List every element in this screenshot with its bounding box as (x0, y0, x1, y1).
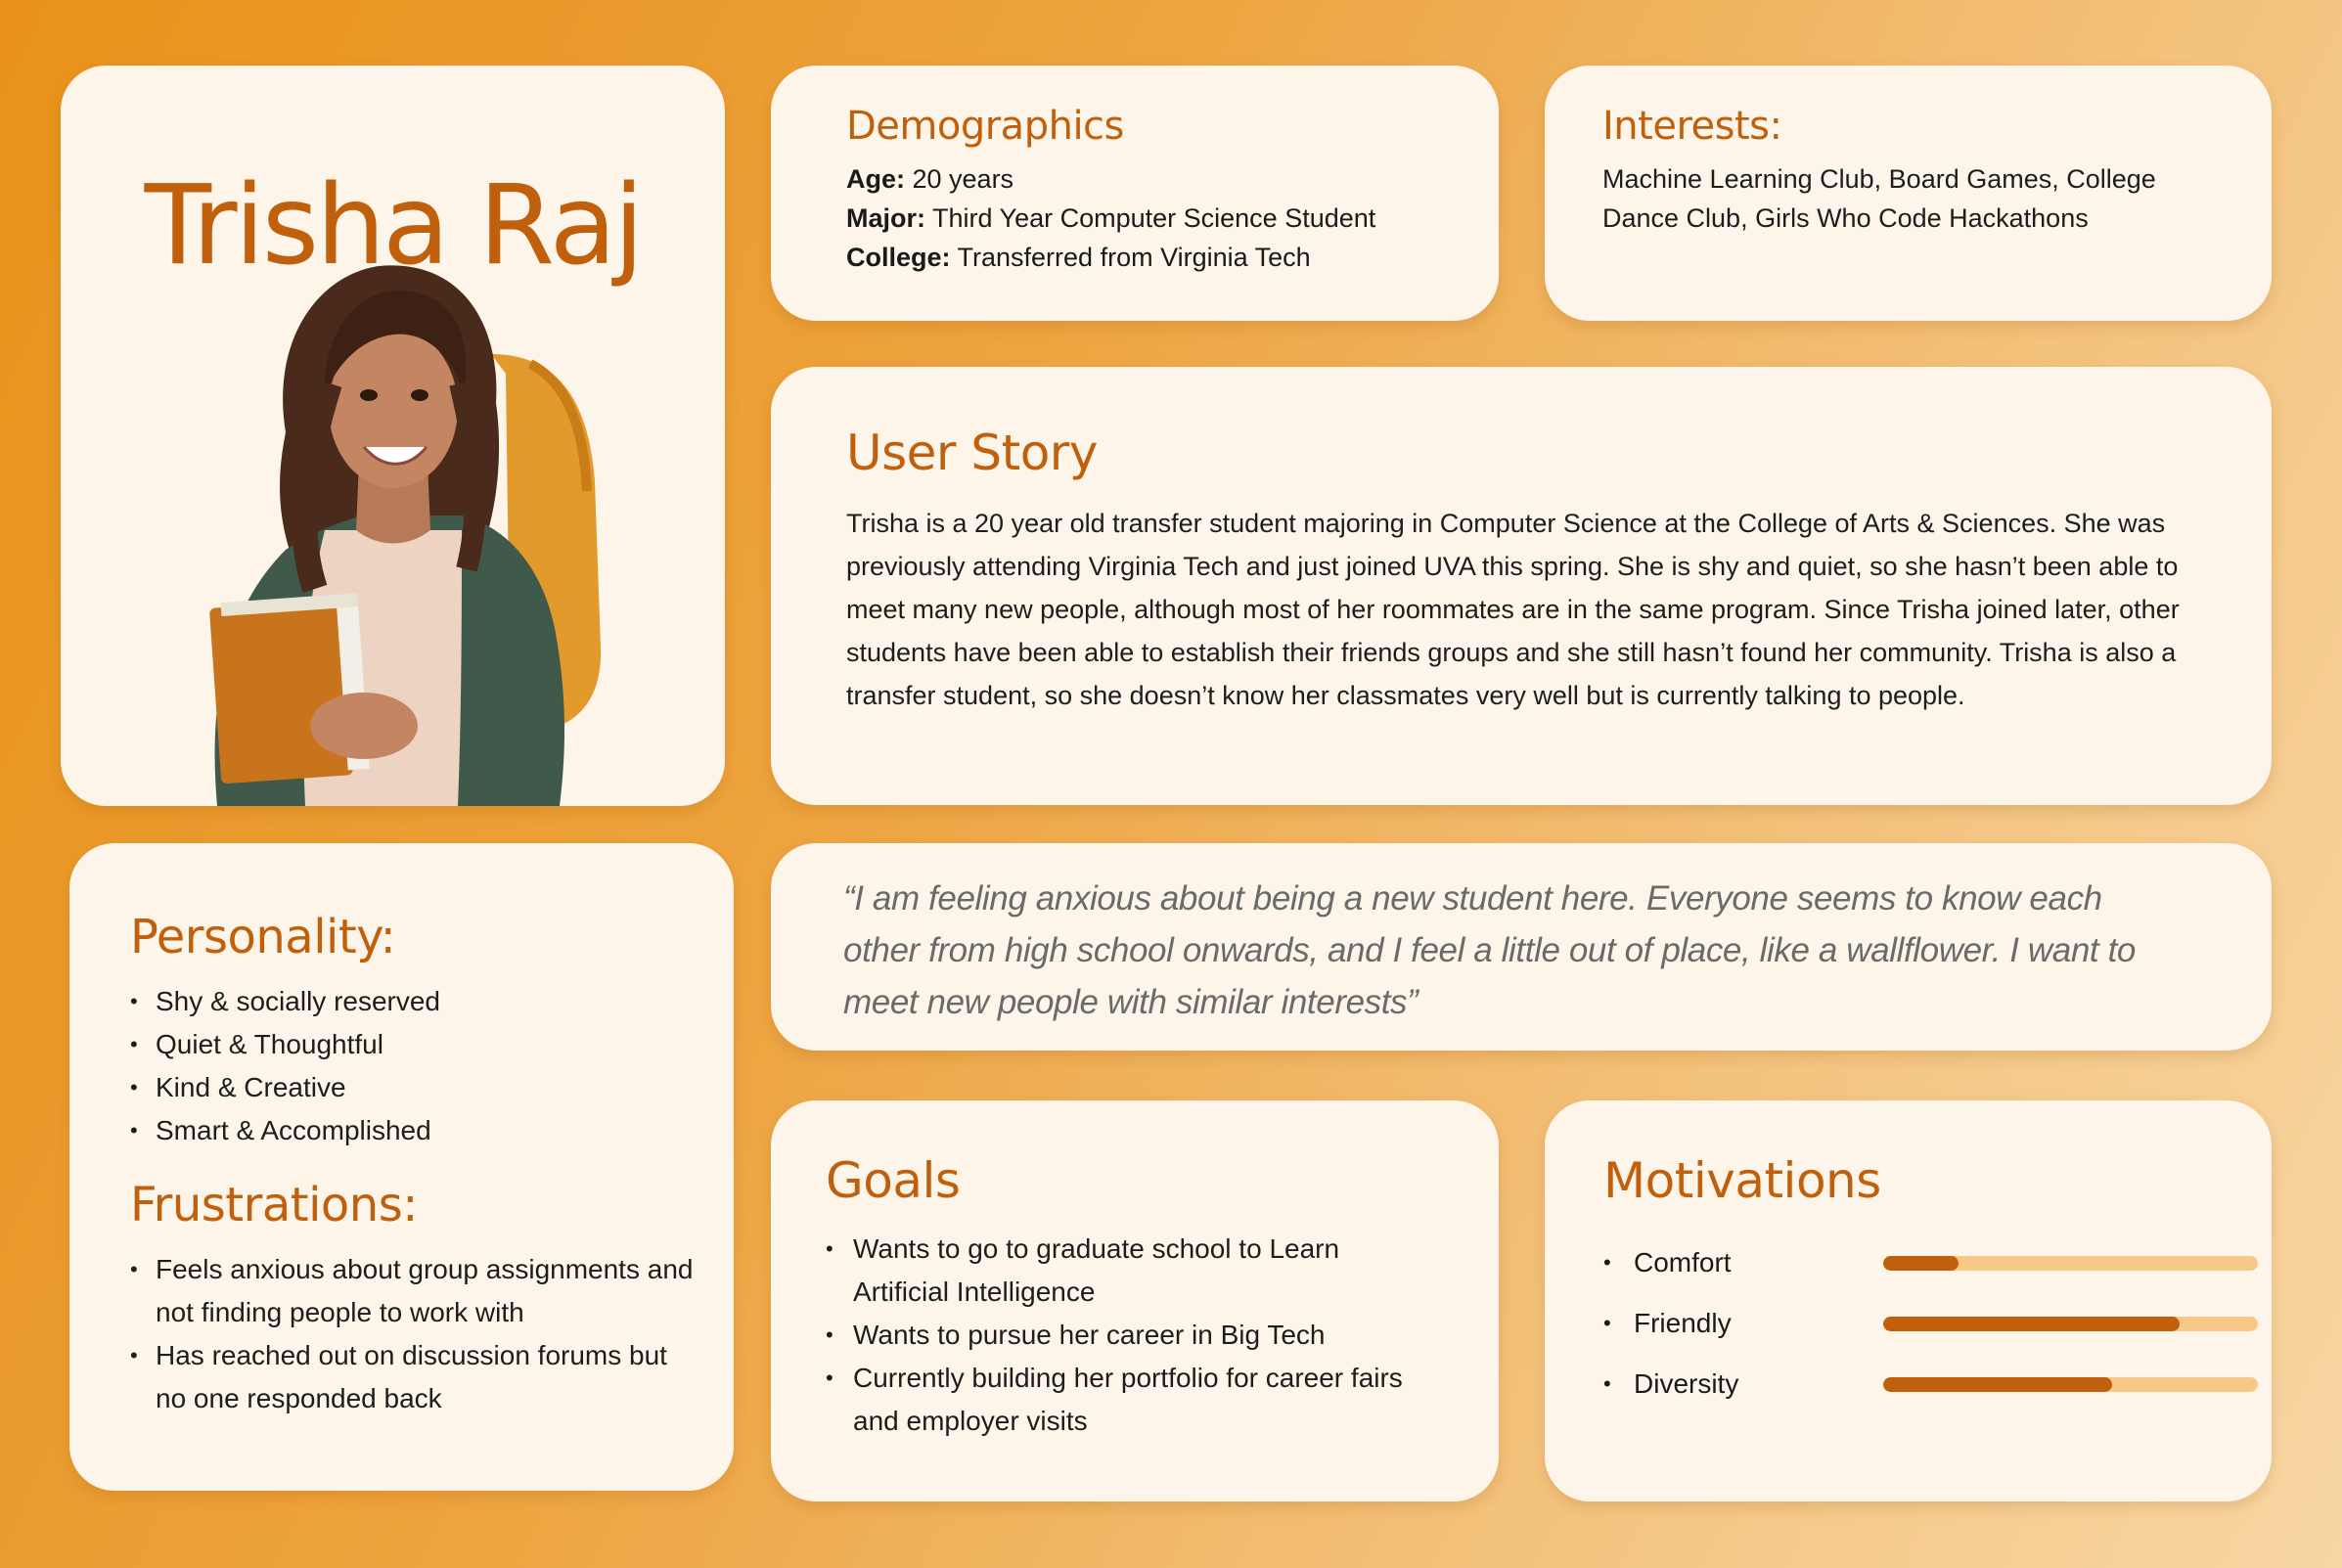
motivation-row-comfort (1603, 1235, 2272, 1296)
user-story-title: User Story (846, 425, 1098, 481)
frustrations-list (130, 1248, 704, 1420)
goals-card (771, 1100, 1499, 1501)
motivation-bar-fill (1883, 1256, 1959, 1271)
list-item: • Kind & Creative (130, 1066, 704, 1109)
motivations-title: Motivations (1603, 1152, 1881, 1209)
interests-title: Interests: (1602, 104, 1782, 149)
user-story-text: Trisha is a 20 year old transfer student majoring in Computer Science at the College of Arts & Sciences. She was previously attending Virginia Tech and just joined UVA this spring. She is shy and quiet, so she hasn’t been able to meet many new people, although most of her roommates are in the same program. Since Trisha joined later, other students have been able to establish their friends groups and she still hasn’t found her community. Trisha is also a transfer student, so she doesn’t know her classmates very well but is currently talking to people. (846, 509, 2180, 710)
personality-list (130, 980, 704, 1152)
demographics-major (846, 199, 1499, 238)
quote-card (771, 843, 2272, 1051)
motivations-card (1545, 1100, 2272, 1501)
motivation-row-diversity (1603, 1357, 2272, 1417)
college-label: College: (846, 243, 951, 272)
personality-title: Personality: (130, 910, 396, 964)
motivation-bar-track (1883, 1256, 2258, 1271)
goals-list (826, 1228, 1430, 1443)
list-item: • Shy & socially reserved (130, 980, 704, 1023)
quote-text: “I am feeling anxious about being a new student here. Everyone seems to know each other from high school onwards, and I feel a little out of place, like a wallflower. I want to meet new people with similar interests” (843, 879, 2136, 1021)
avatar (168, 237, 697, 806)
list-item: • Wants to pursue her career in Big Tech (826, 1314, 1430, 1357)
motivation-bar-fill (1883, 1317, 2180, 1331)
age-label: Age: (846, 164, 905, 194)
profile-card (61, 66, 725, 806)
list-item: • Has reached out on discussion forums but no one responded back (130, 1334, 704, 1420)
college-value: Transferred from Virginia Tech (950, 243, 1311, 272)
demographics-college (846, 238, 1499, 277)
motivation-bar-fill (1883, 1377, 2112, 1392)
age-value: 20 years (905, 164, 1014, 194)
motivation-bar-track (1883, 1317, 2258, 1331)
goals-title: Goals (826, 1152, 961, 1209)
demographics-title: Demographics (846, 104, 1124, 149)
frustrations-title: Frustrations: (130, 1178, 418, 1232)
interests-card (1545, 66, 2272, 321)
motivation-label: • Friendly (1603, 1304, 1869, 1343)
list-item: • Currently building her portfolio for career fairs and employer visits (826, 1357, 1430, 1443)
list-item: • Quiet & Thoughtful (130, 1023, 704, 1066)
personality-card (69, 843, 734, 1491)
major-value: Third Year Computer Science Student (925, 203, 1376, 233)
user-story-card (771, 367, 2272, 805)
motivation-bar-track (1883, 1377, 2258, 1392)
list-item: • Smart & Accomplished (130, 1109, 704, 1152)
interests-text: Machine Learning Club, Board Games, College Dance Club, Girls Who Code Hackathons (1602, 164, 2156, 233)
major-label: Major: (846, 203, 925, 233)
motivation-label: • Diversity (1603, 1365, 1869, 1404)
demographics-age (846, 159, 1499, 199)
motivation-label: • Comfort (1603, 1243, 1869, 1282)
motivation-row-friendly (1603, 1296, 2272, 1357)
list-item: • Feels anxious about group assignments and not finding people to work with (130, 1248, 704, 1334)
list-item: • Wants to go to graduate school to Learn Artificial Intelligence (826, 1228, 1430, 1314)
demographics-card (771, 66, 1499, 321)
persona-name: Trisha Raj (144, 162, 642, 290)
